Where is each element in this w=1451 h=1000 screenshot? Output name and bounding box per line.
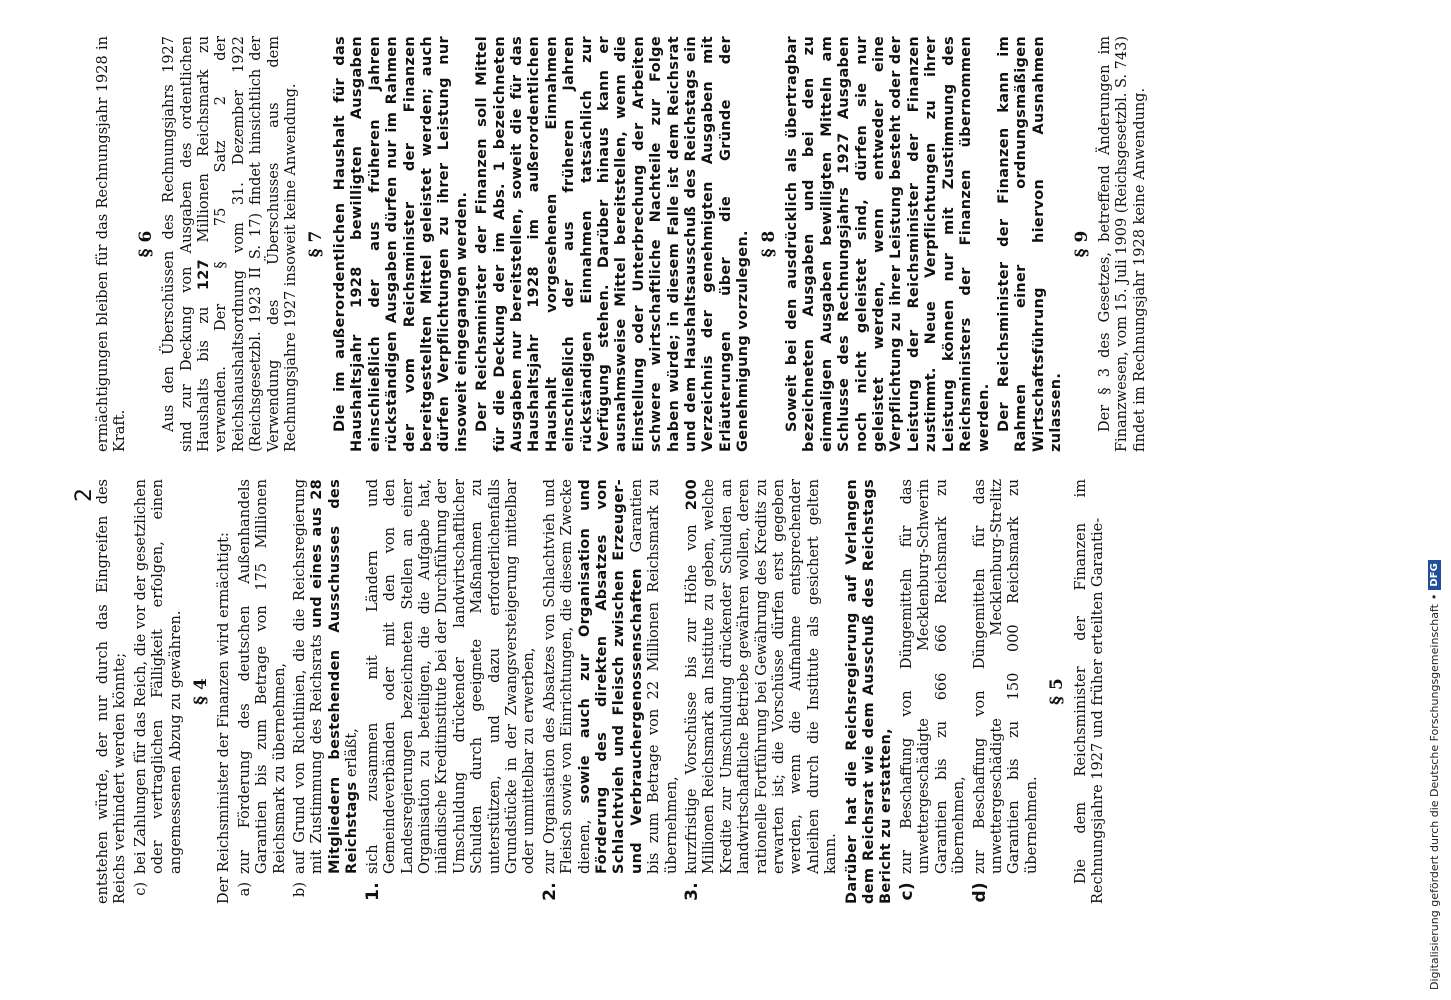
list-item-c2: [896, 479, 969, 904]
section-heading-9: § 9: [1071, 230, 1092, 258]
list-item-3: [684, 479, 841, 904]
text-normal: zur Organisation des Absatzes von Schlachtvieh und Fleisch sowie von Einrichtungen, die diesem Zwecke dienen,: [541, 479, 593, 874]
text-normal: erläßt,: [344, 728, 361, 778]
section-heading-7: § 7: [306, 230, 327, 258]
paragraph-continuation: entstehen würde, der nur durch das Eingreifen des Reichs verhindert werden könnte;: [95, 479, 129, 904]
list-item-a: [237, 479, 289, 904]
item-label: 2.: [539, 882, 560, 901]
section-5-text: Die dem Reichsminister der Finanzen im Rechnungsjahre 1927 und früher erteilten Garantie-: [1072, 479, 1106, 904]
left-column: [95, 479, 1110, 904]
section-6-text: [161, 36, 300, 452]
item-text: sich zusammen mit Ländern und Gemeindeverbänden oder mit den von den Landesregierungen bezeichneten Stellen an einer Organisation zu beteiligen, die die Aufgabe hat, inländische Kreditinstitute bei der Durchführung der Umschuldung drückender landwirtschaftlicher Schulden durch geeignete Maßnahmen zu unterstützen, und dazu erforderlichenfalls Grundstücke in der Zwangsversteigerung mittelbar oder unmittelbar zu erwerben,: [364, 479, 538, 874]
text-normal: Millionen Reichsmark an Institute zu geben, welche Kredite zur Umschuldung drückender Schulden an landwirtschaftliche Betriebe gewähren wollen, deren rationelle Fortführung bei Gewährung des Kredits zu erwarten ist; die Vorschüsse dürfen erst gegeben werden, wenn die Aufnahme entsprechender Anleihen durch die Institute als gesichert gelten kann.: [701, 479, 840, 874]
section-heading-5: § 5: [1047, 678, 1068, 705]
section-4-intro: Der Reichsminister der Finanzen wird ermächtigt:: [216, 532, 233, 904]
text-normal: auf Grund von Richtlinien, die die Reichsregierung mit Zustimmung des Reichsrats: [292, 479, 326, 874]
section-7-paragraph-1: Die im außerordentlichen Haushalt für das Haushaltsjahr 1928 bewilligten Ausgaben einschließlich der aus früheren Jahren rückständigen Ausgaben dürfen nur im Rahmen der vom Reichsminister der Finanzen bereitgestellten Mittel geleistet werden; auch dürfen Verpflichtungen zu ihrer Leistung nur insoweit eingegangen werden.: [331, 36, 470, 452]
item-label: b): [292, 882, 309, 897]
item-text: zur Beschaffung von Düngemitteln für das unwettergeschädigte Mecklenburg-Schwerin Garantien bis zu 666 666 Reichsmark zu übernehmen,: [898, 479, 968, 874]
item-label: c): [896, 882, 917, 901]
text-bold: und eines aus 28 Mitgliedern bestehenden Ausschusses des Reichstags: [309, 479, 361, 874]
page-number: 2: [72, 488, 97, 502]
item-text: [542, 479, 681, 874]
item-text: [684, 479, 841, 874]
item-text: zur Beschaffung von Düngemitteln für das unwettergeschädigte Mecklenburg-Strelitz Garantien bis zu 150 000 Reichsmark zu übernehmen.: [971, 479, 1040, 874]
paragraph-continuation: ermächtigungen bleiben für das Rechnungsjahr 1928 in Kraft.: [95, 36, 129, 452]
list-item-c: [133, 479, 185, 904]
list-item-b: [292, 479, 362, 904]
list-item-1: [362, 479, 539, 904]
dfg-logo: DFG: [1428, 560, 1441, 589]
section-heading-4: § 4: [191, 678, 212, 705]
section-8-paragraph-1: Soweit bei den ausdrücklich als übertragbar bezeichneten Ausgaben und bei den zu einmaligen Ausgaben bewilligten Mitteln am Schlusse des Rechnungsjahrs 1927 Ausgaben noch nicht geleistet sind, dürfen sie nur geleistet werden, wenn entweder eine Verpflichtung zu ihrer Leistung besteht oder der Leistung der Reichsminister der Finanzen zustimmt. Neue Verpflichtungen zu ihrer Leistung können nur mit Zustimmung des Reichsministers der Finanzen übernommen werden.: [784, 36, 992, 452]
item-label: d): [969, 882, 990, 903]
digitization-credit: [1400, 0, 1441, 1000]
item-label: c): [132, 882, 149, 896]
text-bold: sowie auch zur Organisation und Förderung des direkten Absatzes von Schlachtvieh und Fleisch zwischen Erzeuger- und Verbrauchergenossenschaften: [576, 479, 645, 874]
text-bold: 127: [196, 259, 213, 291]
text-normal: kurzfristige Vorschüsse bis zur Höhe von: [684, 524, 700, 874]
item-text: zur Förderung des deutschen Außenhandels Garantien bis zum Betrage von 175 Millionen Reichsmark zu übernehmen,: [236, 479, 288, 874]
list-item-d: [969, 479, 1042, 904]
section-8-paragraph-2: Der Reichsminister der Finanzen kann im Rahmen einer ordnungsmäßigen Wirtschaftsführung hiervon Ausnahmen zulassen.: [995, 36, 1065, 452]
item-label: 3.: [682, 882, 702, 901]
item-label: 1.: [362, 882, 383, 901]
item-label: a): [236, 882, 253, 897]
section-heading-6: § 6: [135, 230, 156, 258]
report-obligation: Darüber hat die Reichsregierung auf Verlangen dem Reichsrat wie dem Ausschuß des Reichstags Bericht zu erstatten,: [843, 479, 895, 904]
text-normal: Garantien bis zum Betrage von 22 Millionen Reichsmark zu übernehmen,: [628, 479, 680, 874]
item-text: [292, 479, 362, 874]
credit-separator: •: [1427, 593, 1441, 601]
section-7-paragraph-2: Der Reichsminister der Finanzen soll Mittel für die Deckung der im Abs. 1 bezeichneten Ausgaben nur bereitstellen, soweit die für das Haushaltsjahr 1928 im außerordentlichen Haushalt vorgesehenen Einnahmen einschließlich der aus früheren Jahren rückständigen Einnahmen tatsächlich zur Verfügung stehen. Darüber hinaus kann er ausnahmsweise Mittel bereitstellen, wenn die Einstellung oder Unterbrechung der Arbeiten schwere wirtschaftliche Nachteile zur Folge haben würde; in diesem Falle ist dem Reichsrat und dem Haushaltsausschuß des Reichstags ein Verzeichnis der genehmigten Ausgaben mit Erläuterungen über die Gründe der Genehmigung vorzulegen.: [474, 36, 752, 452]
list-item-2: [539, 479, 681, 904]
right-column: [95, 36, 1152, 452]
text-bold: 200: [684, 479, 700, 511]
section-heading-8: § 8: [758, 230, 779, 258]
text-normal: Aus den Überschüssen des Rechnungsjahrs 1927 sind zur Deckung von Ausgaben des ordentlichen Haushalts bis zu: [161, 36, 213, 452]
section-9-text: Der § 3 des Gesetzes, betreffend Änderungen im Finanzwesen, vom 15. Juli 1909 (Reichsgesetzbl. S. 743) findet im Rechnungsjahr 1928 keine Anwendung.: [1096, 36, 1148, 452]
credit-text: Digitalisierung gefördert durch die Deutsche Forschungsgemeinschaft: [1427, 604, 1441, 990]
item-text: bei Zahlungen für das Reich, die vor der gesetzlichen oder vertraglichen Fälligkeit erfolgen, einen angemessenen Abzug zu gewähren.: [132, 479, 184, 874]
text-normal: Millionen Reichsmark zu verwenden. Der § 75 Satz 2 der Reichshaushaltsordnung vom 31. Dezember 1922 (Reichsgesetzbl. 1923 II S. 17) findet hinsichtlich der Verwendung des Überschusses aus dem Rechnungsjahre 1927 insoweit keine Anwendung.: [196, 35, 300, 452]
